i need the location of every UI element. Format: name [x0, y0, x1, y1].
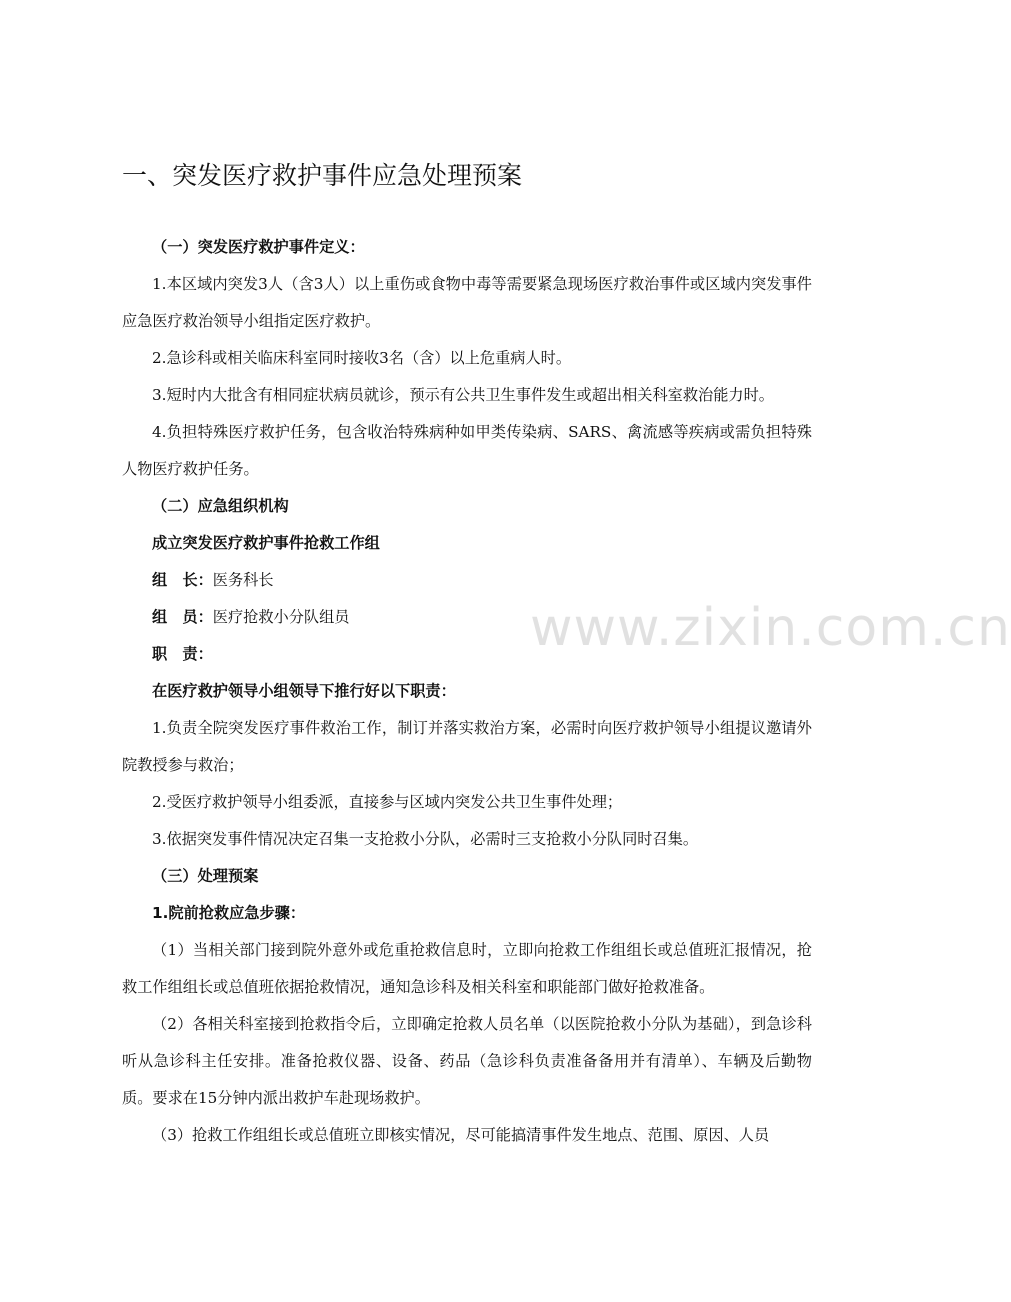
team-leader-line — [122, 562, 812, 599]
document-body — [122, 229, 812, 1154]
page-title: 一、突发医疗救护事件应急处理预案 — [122, 161, 523, 190]
step-item-2: （2）各相关科室接到抢救指令后，立即确定抢救人员名单（以医院抢救小分队为基础），到急诊科听从急诊科主任安排。准备抢救仪器、设备、药品（急诊科负责准备备用并有清单）、车辆及后勤物质。要求在15分钟内派出救护车赴现场救护。 — [122, 1015, 812, 1107]
duty-intro: 在医疗救护领导小组领导下推行好以下职责： — [152, 682, 456, 700]
team-member-line — [122, 599, 812, 636]
watermark: www.zixin.com.cn — [530, 598, 1011, 658]
duty-item-2: 2.受医疗救护领导小组委派，直接参与区域内突发公共卫生事件处理； — [152, 793, 623, 811]
step-item-1: （1）当相关部门接到院外意外或危重抢救信息时，立即向抢救工作组组长或总值班汇报情况，抢救工作组组长或总值班依据抢救情况，通知急诊科及相关科室和职能部门做好抢救准备。 — [122, 941, 812, 996]
duty-item-3: 3.依据突发事件情况决定召集一支抢救小分队，必需时三支抢救小分队同时召集。 — [152, 830, 699, 848]
definition-item-2: 2.急诊科或相关临床科室同时接收3名（含）以上危重病人时。 — [152, 349, 572, 367]
section-heading-definition: （一）突发医疗救护事件定义： — [152, 238, 365, 256]
leader-label: 组 长： — [152, 571, 213, 589]
duty-item-1: 1.负责全院突发医疗事件救治工作，制订并落实救治方案，必需时向医疗救护领导小组提议邀请外院教授参与救治； — [122, 719, 812, 774]
section-heading-organization: （二）应急组织机构 — [152, 497, 289, 515]
step-heading: 1.院前抢救应急步骤： — [152, 904, 306, 922]
definition-item-4: 4.负担特殊医疗救护任务，包含收治特殊病种如甲类传染病、SARS、禽流感等疾病或需负担特殊人物医疗救护任务。 — [122, 423, 812, 478]
step-item-3: （3）抢救工作组组长或总值班立即核实情况，尽可能搞清事件发生地点、范围、原因、人员 — [152, 1126, 770, 1144]
section-heading-plan: （三）处理预案 — [152, 867, 259, 885]
team-heading: 成立突发医疗救护事件抢救工作组 — [152, 534, 380, 552]
definition-item-1: 1.本区域内突发3人（含3人）以上重伤或食物中毒等需要紧急现场医疗救治事件或区域内突发事件应急医疗救治领导小组指定医疗救护。 — [122, 275, 812, 330]
leader-value: 医务科长 — [212, 571, 274, 589]
member-value: 医疗抢救小分队组员 — [212, 608, 350, 626]
definition-item-3: 3.短时内大批含有相同症状病员就诊，预示有公共卫生事件发生或超出相关科室救治能力时。 — [152, 386, 774, 404]
member-label: 组 员： — [152, 608, 213, 626]
duty-label: 职 责： — [152, 645, 213, 663]
